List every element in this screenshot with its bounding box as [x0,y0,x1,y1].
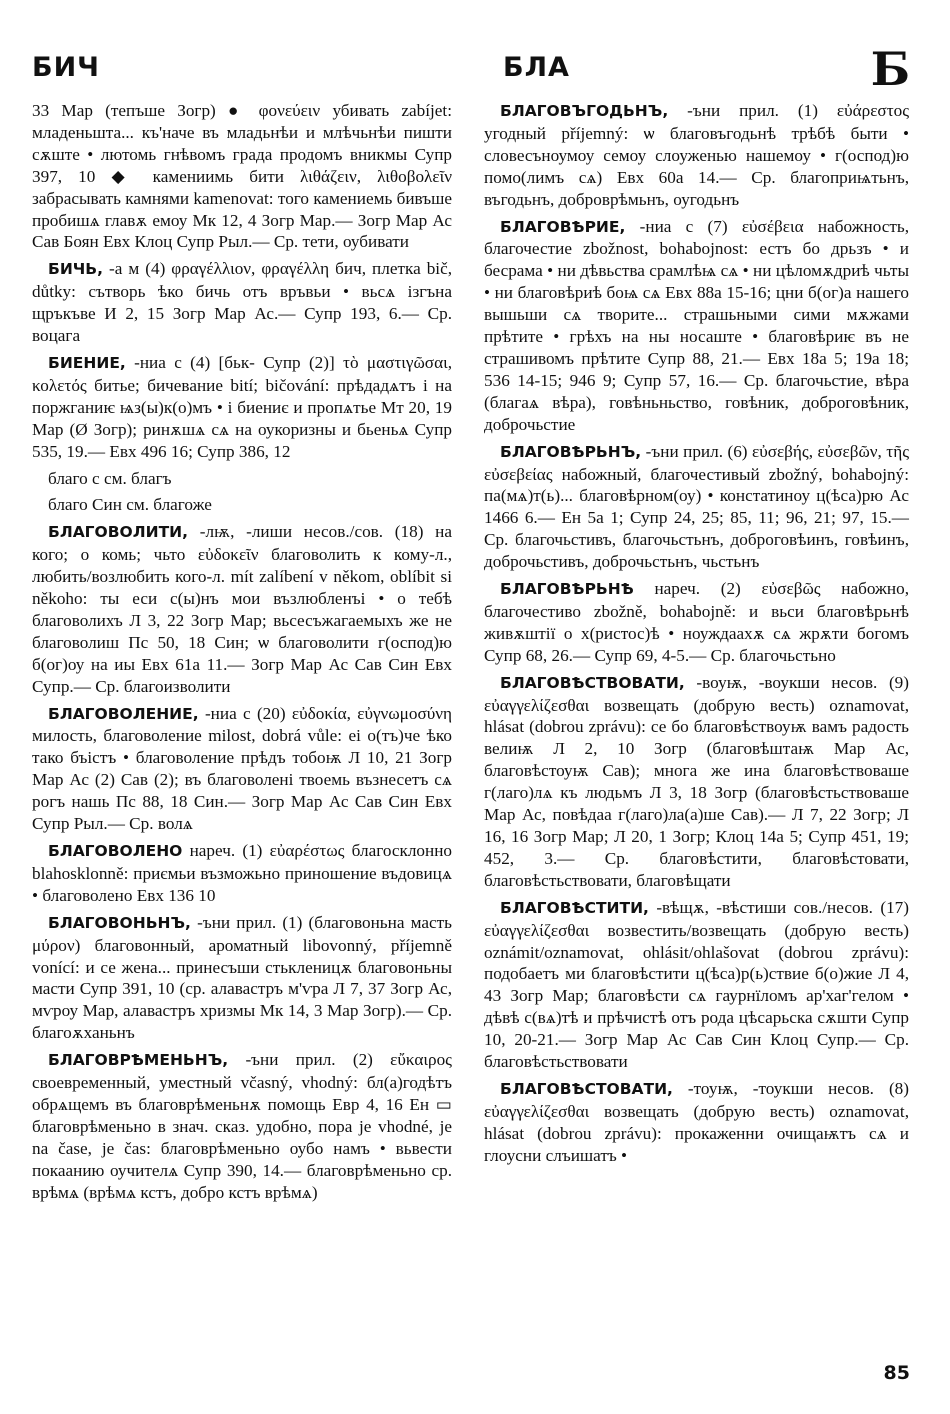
entry-text: благо Син см. благоже [48,495,212,515]
entry-text: -ниа с (20) εὐδοκία, εὐγνωμοσύνη милость, благоволение milost, dobrá vůle: еі о(тъ)че ѣко тако бъістъ • благоволение прѣдъ тобоѭ Л 10, 21 Зогр Мар Ас (2) Сав (2); въ благоволені твоемь възнесетъ сѧ рогъ нашь Пс 88, 18 Син.— Зогр Мар Ас Сав Син Евх Супр Рыл.— Ср. волѧ [32,703,452,834]
entry-headword: БЛАГОВѢРЬНЪ, [500,442,642,461]
dictionary-entry [32,1049,452,1203]
section-letter: Б [870,42,910,96]
dictionary-entry [484,578,909,667]
entry-headword: БЛАГОВЪГОДЬНЪ, [500,102,669,120]
dictionary-entry [32,352,452,463]
entry-text: -вѣщѫ, -вѣстиши сов./несов. (17) εὐαγγελίζεσθαι возвестить/возвещать (добрую весть) oznámit/oznamovat, ohlásit/ohlašovat (dobrou zprávu): подобаетъ ми благовѣстити ц(ѣса)р(ь)ствие б(о)жие Л 4, 43 Зогр Мар; благовѣсти сѧ гаурнїломъ ар'хаг'гелом • дѣвѣ с(вѧ)тѣ и прѣчистѣ отъ рода цѣсарьска сѫшти Супр 10, 20-21.— Зогр Мар Ас Сав Син Клоц Супр.— Ср. благовѣстьствовати [484,897,909,1072]
entry-text: -ъни прил. (2) εὔκαιρος своевременный, уместный včasný, vhodný: бл(а)годѣтъ обрѧщемъ въ благоврѣменьнѫ помощь Евр 4, 16 Ен ▭ благоврѣменьно в знач. сказ. удобно, пора je vhodné, je na čase, je čas: благоврѣменьно оубо намъ • вьвести покаанию оучителѧ Супр 390, 14.— благоврѣменьно ср. врѣмѧ (врѣмѧ кстъ, добро кстъ врѣмѧ) [32,1050,452,1202]
dictionary-entry [484,441,909,573]
entry-text: -ниа с (7) εὐσέβεια набожность, благочестие zbožnost, bohabojnost: естъ бо дрьзъ • и бесрама • ни дѣвьства срамлѣѩ сѧ • ни цѣломѫдриѣ чьты • ни благовѣриѣ боѩ сѧ Евх 88а 15-16; цни б(ог)а нашего вышьши сѧ творите... страшьными сими мѫжами прѣтите • грѣхъ на ны носаште • благовѣриѥ въ не страшивомъ прѣтите Супр 88, 21.— Евх 18а 5; 19а 18; 536 14-15; 946 9; Супр 57, 16.— Ср. благочьстие, вѣра (благаѧ вѣра), говѣньньство, говѣник, доброговѣник, доброчьстие [484,216,909,434]
entry-headword: БЛАГОВѢСТВОВАТИ, [500,673,685,692]
entry-text: -лѭ, -лиши несов./сов. (18) на кого; о комь; чьто εὐδοκεῖν благоволить к кому-л., любить/возлюбить кого-л. mít zalíbení v někom, oblíbit si někoho: ты еси с(ы)нъ мои възлюбленъі • о тебѣ благоволихъ Л 3, 22 Зогр Мар; вьсесъжагаемыхъ же не благоволиш Пс 50, 18 Син; ѡ благоволити г(оспод)ю б(ог)оу на иы Евх 61а 11.— Зогр Мар Ас Сав Син Евх Супр.— Ср. благоизволити [32,522,452,696]
dictionary-entry [484,1078,909,1167]
entry-headword: БЛАГОВОЛЕНИЕ, [48,704,199,723]
entry-headword: БЛАГОВѢСТИТИ, [500,898,649,917]
entry-text: нареч. (1) εὐαρέστως благосклонно blahosklonně: приємьи възможьно приношение въдовицѧ • благоволено Евх 136 10 [32,841,452,905]
entry-headword: БЛАГОВѢСТОВАТИ, [500,1079,673,1098]
entry-headword: БЛАГОВОЛИТИ, [48,523,189,542]
entry-text: -воуѭ, -воукши несов. (9) εὐαγγελίζεσθαι возвещать (добрую весть) oznamovat, hlásat (dobrou zprávu): се бо благовѣствоуѭ вамъ радость велиѭ Л 2, 10 Зогр (благовѣштаѭ Мар Ас, благовѣстоуѭ Сав); многа же ина благовѣствоваше г(лаго)лѧ къ людьмъ Л 3, 18 Зогр (благовѣстьствоваше Мар Ас, повѣдаа г(лаго)ла(а)ше Сав).— Л 7, 22 Зогр; Л 16, 16 Зогр Мар; Л 20, 1 Зогр; Клоц 14а 5; Супр 451, 19; 452, 3.— Ср. благовѣстити, благовѣстовати, благовѣстьствовати, благовѣщати [484,672,909,890]
dictionary-entry [32,912,452,1044]
dictionary-entry [484,100,909,211]
dictionary-entry [484,216,909,436]
dictionary-entry [32,840,452,907]
dictionary-entry [32,521,452,697]
entry-text: благо с см. благъ [48,468,172,488]
running-head [0,42,950,102]
entry-headword: БЛАГОВѢРЬНѢ [500,580,634,599]
running-head-center: БЛА [503,52,570,83]
dictionary-entry [32,468,452,490]
entry-text: -тоуѭ, -тоукши несов. (8) εὐαγγελίζεσθαι возвещать (добрую весть) oznamovat, hlásat (dobrou zprávu): прокаженни очищаѭтъ сѧ и глоусни слъишатъ • [484,1078,909,1165]
entry-headword: БИЕНИЕ, [48,353,126,372]
entry-text: 33 Мар (тепъше Зогр) ● φονεύειν убивать zabíjet: младеньшта... къ'наче въ младьнѣи и млѣчьнѣи пишти сѫште • лютомь гнѣвомъ града продомъ вникмы Супр 397, 10 ◆ камениимь бити λιθάζειν, λιθοβολεῖν забрасывать камнями kamenovat: того камениемь бивъше пробишѧ главѫ емоу Мк 12, 4 Зогр Мар.— Зогр Мар Ас Сав Боян Евх Клоц Супр Рыл.— Ср. тети, оубивати [32,101,452,252]
dictionary-entry [32,100,452,253]
left-column [32,100,452,1209]
dictionary-entry [32,258,452,347]
running-head-left: БИЧ [32,52,100,83]
entry-headword: БЛАГОВОЛЕНО [48,842,183,860]
dictionary-entry [484,672,909,892]
entry-text: -ъни прил. (6) εὐσεβής, εὐσεβῶν, τῆς εὐσεβείας набожный, благочестивый zbožný, bohabojný: па(мѧ)т(ь)... благовѣрном(оу) • констатиноу ц(ѣса)рю Ас 1466 6.— Ен 5а 1; Супр 24, 25; 85, 11; 96, 21; 97, 15.— Ср. благочьстивъ, благочьстьнъ, доброговѣинъ, говѣинъ, доброчьстивъ, доброчьстьнъ, чьстьнъ [484,441,909,572]
dictionary-entry [484,897,909,1073]
dictionary-entry [32,494,452,516]
page-number: 85 [883,1362,910,1384]
dictionary-entry [32,703,452,835]
entry-text: -ниа с (4) [бьк- Супр (2)] τὸ μαστιγῶσαι, κολετός битье; бичевание bití; bičování: прѣдадѧтъ і на поржганиѥ ѩз(ы)к(о)мъ • і биениє и пропѧтье Мт 20, 19 Мар (Ø Зогр); ринѫшѧ сѧ на оукоризны и бьеньѧ Супр 535, 19.— Евх 496 16; Супр 386, 12 [32,352,452,461]
entry-headword: БЛАГОВѢРИЕ, [500,217,626,236]
entry-text: -ъни прил. (1) (благовоньна масть μύρον) благовонный, ароматный libovonný, příjemně vonící: и се жена... принесъши стькленицѫ благовоньны масти Супр 391, 10 (ср. алавастръ м'ѵра Л 7, 37 Зогр Ас, мѵроу Мар, алавастръ хризмы Мк 14, 3 Мар Зогр).— Ср. благоѫханьнъ [32,912,452,1043]
entry-text: -а м (4) φραγέλλιον, φραγέλλη бич, плетка bič, důtky: сътворь ѣко бичь отъ връвьи • вьсѧ ізгъна щръкъве И 2, 15 Зогр Мар Ас.— Супр 193, 6.— Ср. воцага [32,259,452,346]
right-column [484,100,909,1172]
entry-headword: БИЧЬ, [48,260,104,279]
entry-headword: БЛАГОВОНЬНЪ, [48,913,191,932]
entry-headword: БЛАГОВРѢМЕНЬНЪ, [48,1051,229,1070]
entry-text: нареч. (2) εὐσεβῶς набожно, благочестиво zbožně, bohabojně: и вьси благовѣрьнѣ живѫштії о х(ристос)ѣ • ноуждаахѫ сѧ жрѫти богомъ Супр 68, 26.— Супр 69, 4-5.— Ср. благочьстьно [484,579,909,665]
entry-text: -ъни прил. (1) εὐάρεστος угодный příjemný: ѡ благовъгодьнѣ трѣбѣ быти • словесъноумоу семоу слоуженью нашемоу • г(оспод)ю помо(лимъ сѧ) Евх 60а 14.— Ср. благоприѩтьнъ, въгодьнъ, доброврѣмьнъ, оугодьнъ [484,101,909,209]
